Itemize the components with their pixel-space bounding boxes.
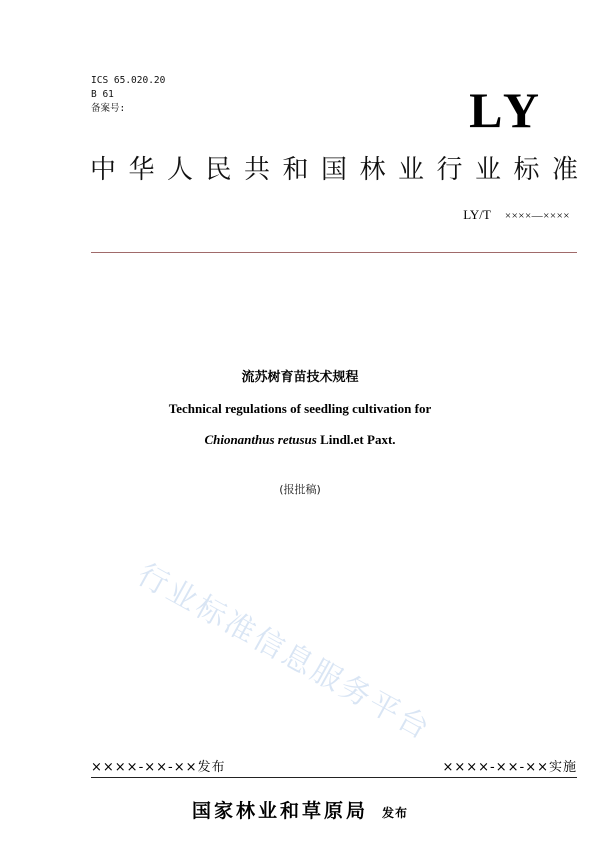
ccs-code: B 61 <box>91 89 114 100</box>
implementation-date: ××××-××-××实施 <box>442 760 577 775</box>
standard-number-prefix: LY/T <box>463 207 491 222</box>
title-chinese: 流苏树育苗技术规程 <box>241 370 359 385</box>
issuer-name: 国家林业和草原局 <box>191 800 368 822</box>
standard-number <box>463 206 570 225</box>
record-number-label: 备案号: <box>91 103 126 114</box>
ics-code: ICS 65.020.20 <box>91 75 166 86</box>
standard-code-mark: LY <box>469 82 544 138</box>
standard-category-title: 中华人民共和国林业行业标准 <box>90 155 580 185</box>
standard-number-value: ××××—×××× <box>504 210 570 222</box>
draft-status: (报批稿) <box>279 483 321 496</box>
issuer-line <box>0 797 600 825</box>
title-english-line-1: Technical regulations of seedling cultivation for <box>168 401 432 416</box>
top-divider <box>91 252 577 253</box>
watermark: 行业标准信息服务平台 <box>131 557 438 748</box>
species-authority: Lindl.et Paxt. <box>316 432 396 447</box>
species-name: Chionanthus retusus <box>204 432 317 447</box>
title-english-line-2 <box>0 431 600 449</box>
issuer-action: 发布 <box>382 806 409 820</box>
issue-date: ××××-××-××发布 <box>91 760 226 775</box>
bottom-divider <box>91 777 577 778</box>
